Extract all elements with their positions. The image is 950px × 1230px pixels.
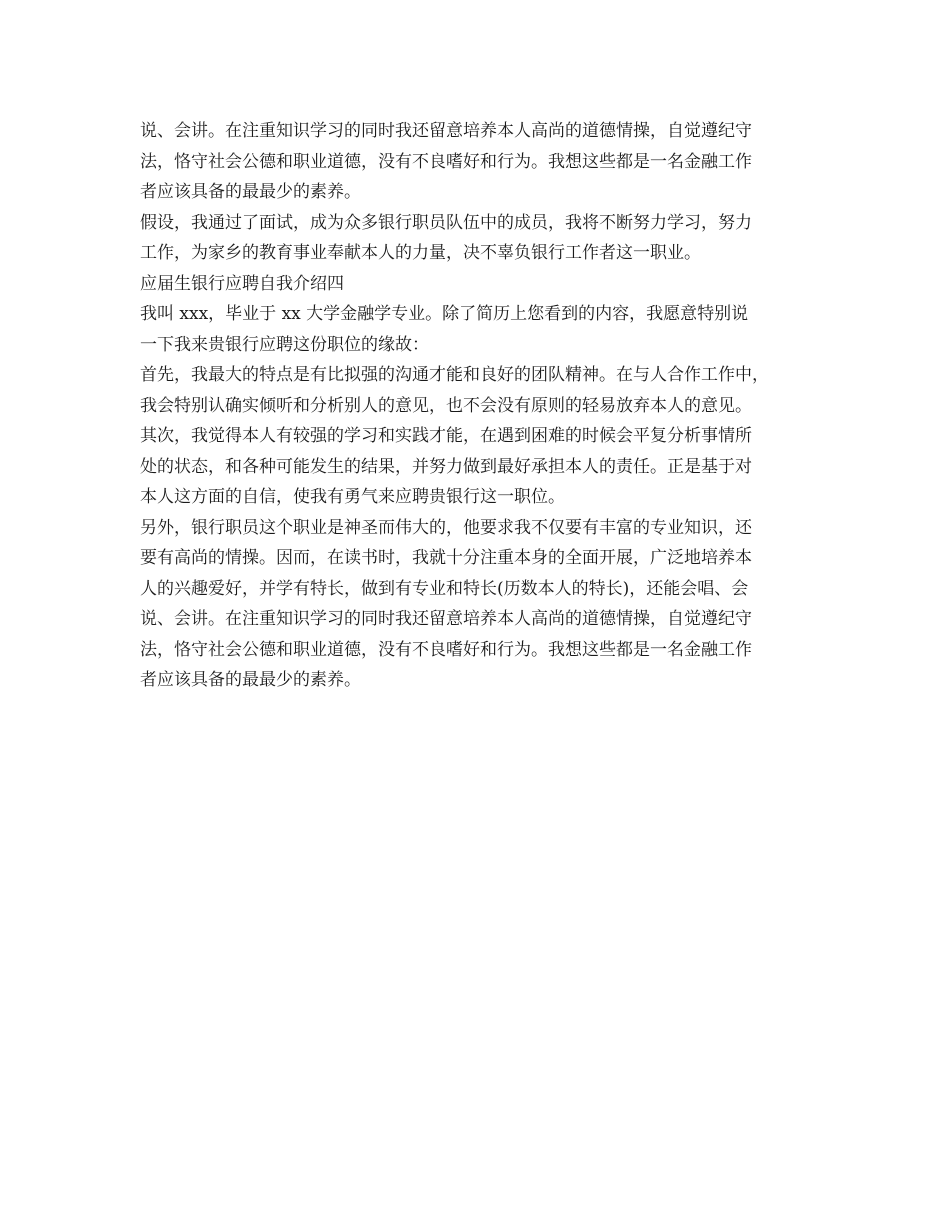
text-line: 我会特别认确实倾听和分析别人的意见，也不会没有原则的轻易放弃本人的意见。	[140, 395, 752, 416]
text-line: 者应该具备的最最少的素养。	[140, 182, 361, 202]
text-line: 者应该具备的最最少的素养。	[140, 670, 361, 690]
text-line: 法，恪守社会公德和职业道德，没有不良嗜好和行为。我想这些都是一名金融工作	[140, 151, 752, 172]
text-line: 说、会讲。在注重知识学习的同时我还留意培养本人高尚的道德情操，自觉遵纪守	[140, 609, 752, 629]
text-line: 人的兴趣爱好，并学有特长，做到有专业和特长(历数本人的特长)，还能会唱、会	[140, 578, 749, 599]
text-line: 处的状态，和各种可能发生的结果，并努力做到最好承担本人的责任。正是基于对	[140, 456, 752, 477]
text-line: 一下我来贵银行应聘这份职位的缘故：	[140, 334, 429, 355]
text-line: 说、会讲。在注重知识学习的同时我还留意培养本人高尚的道德情操，自觉遵纪守	[140, 121, 752, 141]
text-line: 工作，为家乡的教育事业奉献本人的力量，决不辜负银行工作者这一职业。	[140, 243, 701, 263]
text-line: 我叫 xxx，毕业于 xx 大学金融学专业。除了简历上您看到的内容，我愿意特别说	[140, 304, 749, 324]
text-line: 法，恪守社会公德和职业道德，没有不良嗜好和行为。我想这些都是一名金融工作	[140, 639, 752, 660]
text-line: 另外，银行职员这个职业是神圣而伟大的，他要求我不仅要有丰富的专业知识，还	[140, 517, 752, 538]
section-heading: 应届生银行应聘自我介绍四	[140, 273, 344, 294]
text-line: 要有高尚的情操。因而，在读书时，我就十分注重本身的全面开展，广泛地培养本	[140, 548, 752, 568]
text-line: 假设，我通过了面试，成为众多银行职员队伍中的成员，我将不断努力学习，努力	[140, 212, 752, 233]
document-body	[140, 116, 820, 696]
text-line: 首先，我最大的特点是有比拟强的沟通才能和良好的团队精神。在与人合作工作中，	[140, 365, 769, 385]
text-line: 本人这方面的自信，使我有勇气来应聘贵银行这一职位。	[140, 487, 565, 507]
text-line: 其次，我觉得本人有较强的学习和实践才能，在遇到困难的时候会平复分析事情所	[140, 426, 752, 446]
